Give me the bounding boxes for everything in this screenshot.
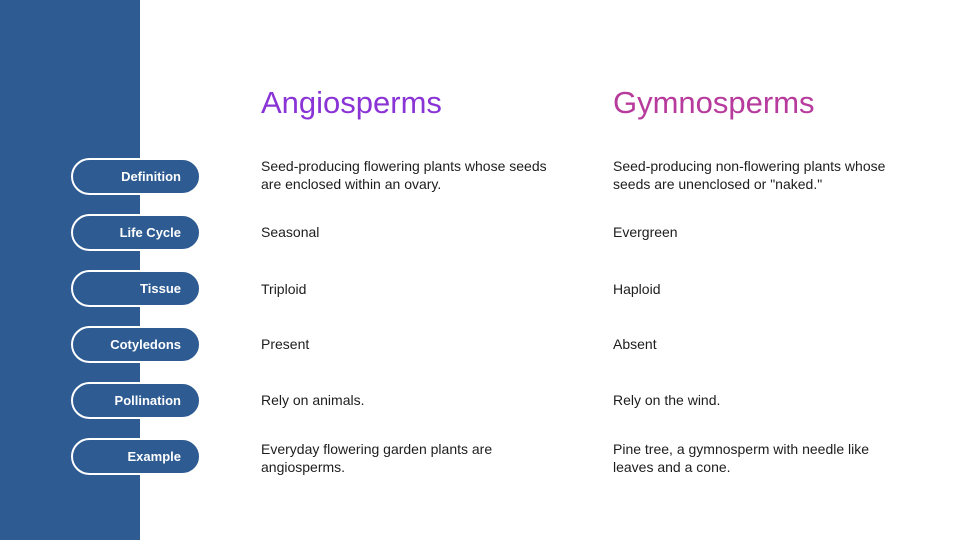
row-label-tissue: Tissue — [71, 270, 201, 307]
row-label-cotyledons: Cotyledons — [71, 326, 201, 363]
angiosperms-tissue: Triploid — [261, 281, 307, 297]
gymnosperms-tissue: Haploid — [613, 281, 661, 297]
angiosperms-definition: Seed-producing flowering plants whose seeds are enclosed within an ovary. — [261, 158, 547, 192]
angiosperms-pollination: Rely on animals. — [261, 392, 365, 408]
row-label-life-cycle: Life Cycle — [71, 214, 201, 251]
gymnosperms-heading: Gymnosperms — [613, 85, 815, 120]
angiosperms-life-cycle: Seasonal — [261, 224, 320, 240]
gymnosperms-cotyledons: Absent — [613, 336, 657, 352]
angiosperms-example: Everyday flowering garden plants are angiosperms. — [261, 441, 493, 475]
angiosperms-cotyledons: Present — [261, 336, 310, 352]
gymnosperms-pollination: Rely on the wind. — [613, 392, 721, 408]
row-label-definition: Definition — [71, 158, 201, 195]
angiosperms-heading: Angiosperms — [261, 85, 442, 120]
gymnosperms-example: Pine tree, a gymnosperm with needle like leaves and a cone. — [613, 441, 870, 475]
row-label-pollination: Pollination — [71, 382, 201, 419]
row-label-example: Example — [71, 438, 201, 475]
gymnosperms-life-cycle: Evergreen — [613, 224, 678, 240]
gymnosperms-definition: Seed-producing non-flowering plants whose seeds are unenclosed or "naked." — [613, 158, 886, 192]
